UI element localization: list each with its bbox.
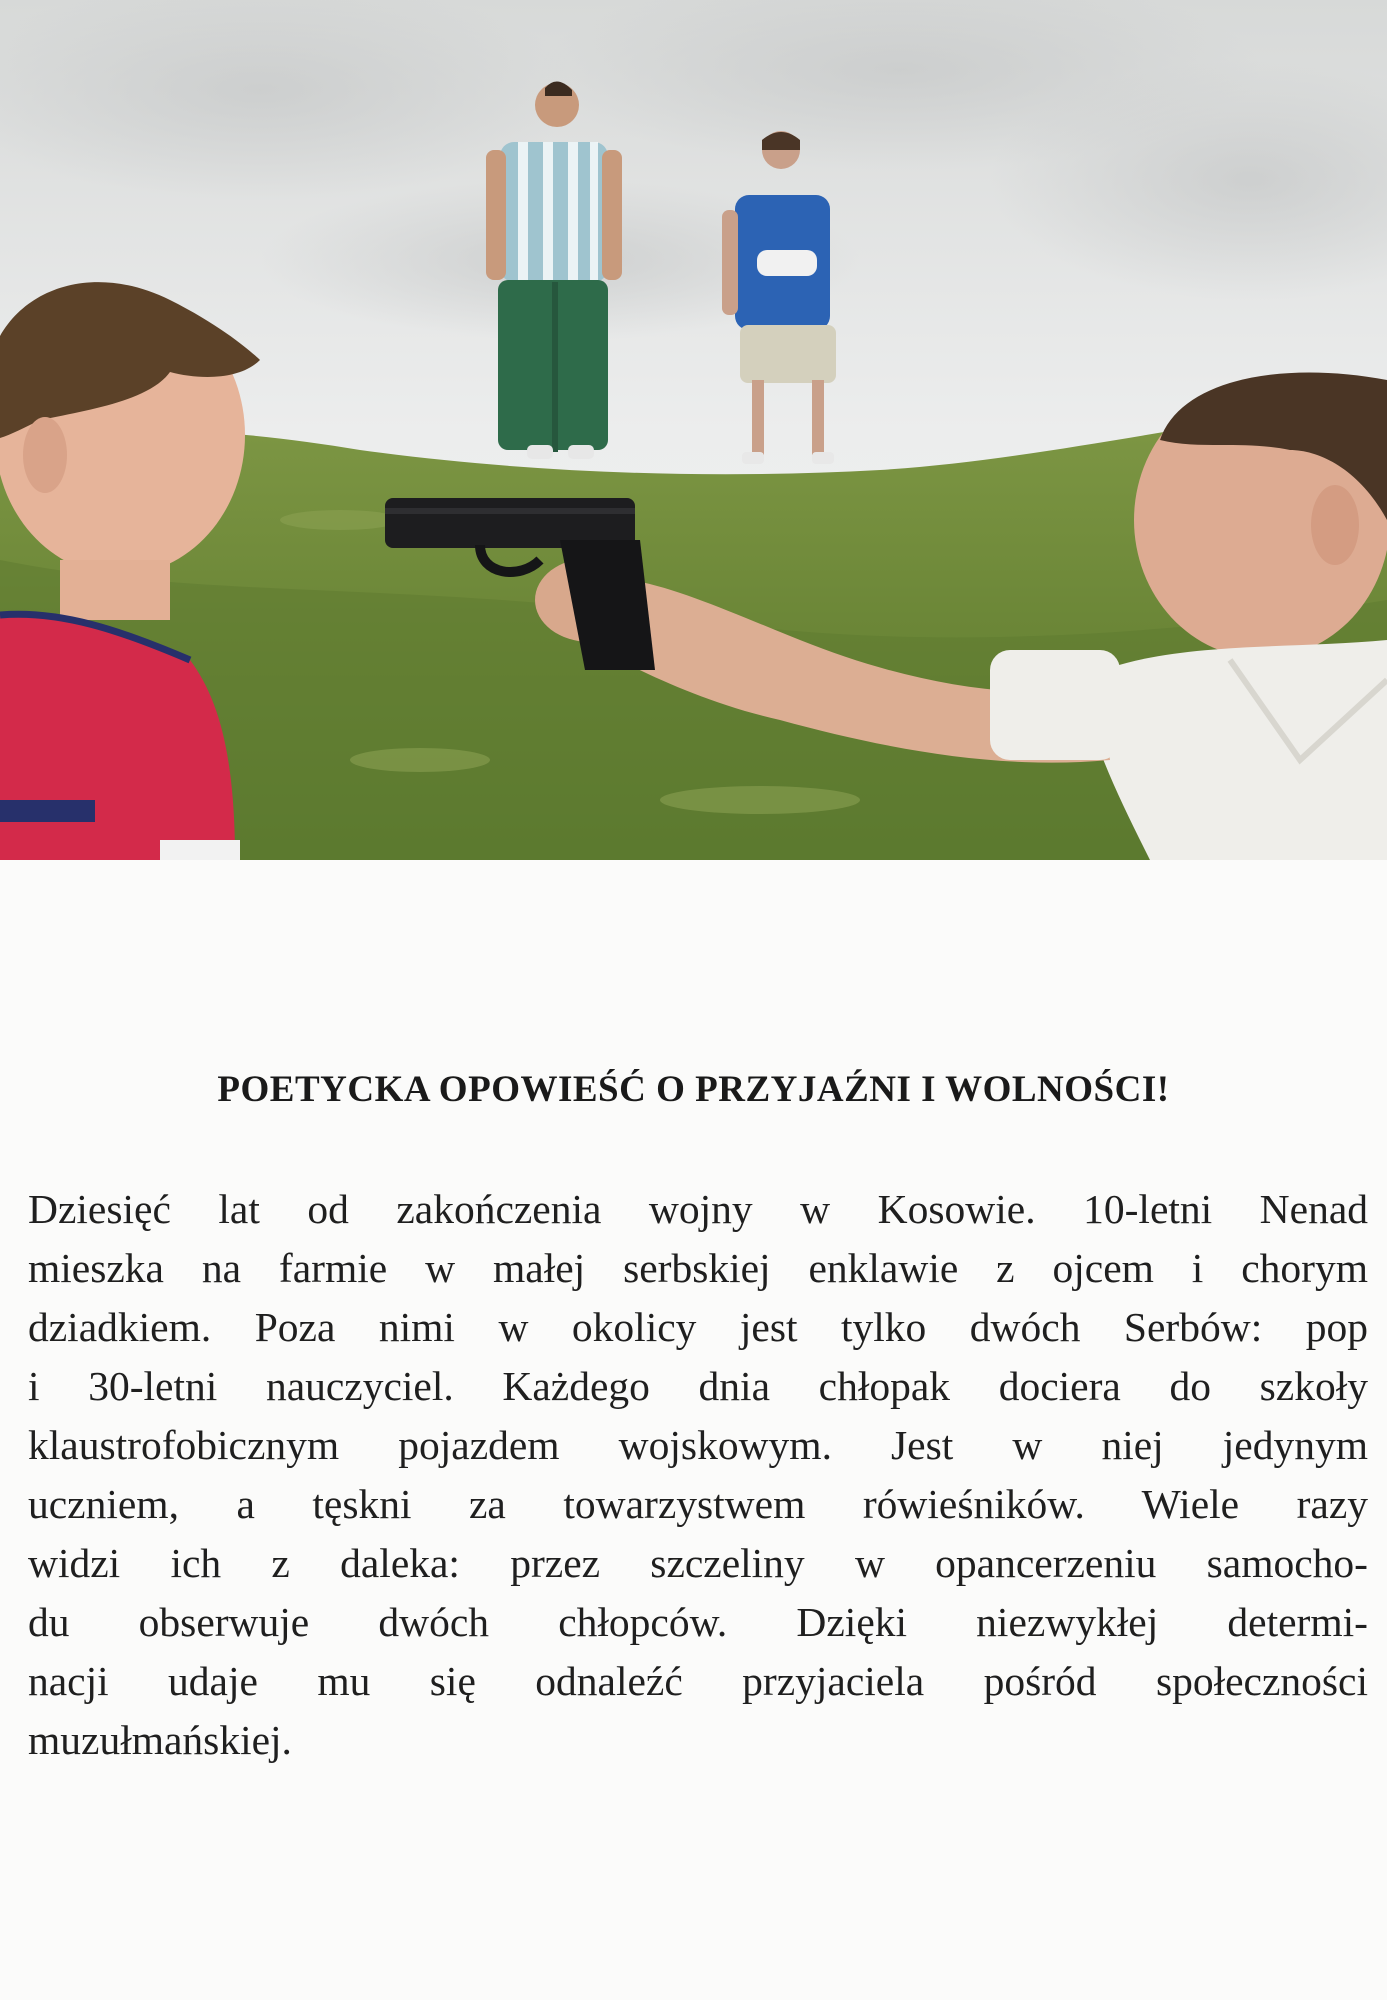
- synopsis-line: du obserwuje dwóch chłopców. Dzięki niezwykłej determi-: [28, 1599, 1368, 1645]
- synopsis-paragraph: [28, 1180, 1368, 1770]
- synopsis-line: mieszka na farmie w małej serbskiej enklawie z ojcem i chorym: [28, 1245, 1368, 1291]
- headline: POETYCKA OPOWIEŚĆ O PRZYJAŹNI I WOLNOŚCI!: [217, 1069, 1170, 1110]
- synopsis-line: widzi ich z daleka: przez szczeliny w opancerzeniu samocho-: [28, 1540, 1368, 1586]
- film-still-illustration: [0, 0, 1387, 860]
- synopsis-line: dziadkiem. Poza nimi w okolicy jest tylko dwóch Serbów: pop: [28, 1304, 1368, 1350]
- synopsis-line: Dziesięć lat od zakończenia wojny w Kosowie. 10-letni Nenad: [28, 1186, 1368, 1232]
- synopsis-line: i 30-letni nauczyciel. Każdego dnia chłopak dociera do szkoły: [28, 1363, 1368, 1409]
- synopsis-line: uczniem, a tęskni za towarzystwem rówieśników. Wiele razy: [28, 1481, 1368, 1527]
- synopsis-line: nacji udaje mu się odnaleźć przyjaciela pośród społeczności: [28, 1658, 1368, 1704]
- synopsis-line: muzułmańskiej.: [28, 1717, 292, 1763]
- film-still-photo: [0, 0, 1387, 860]
- synopsis-line: klaustrofobicznym pojazdem wojskowym. Jest w niej jedynym: [28, 1422, 1368, 1468]
